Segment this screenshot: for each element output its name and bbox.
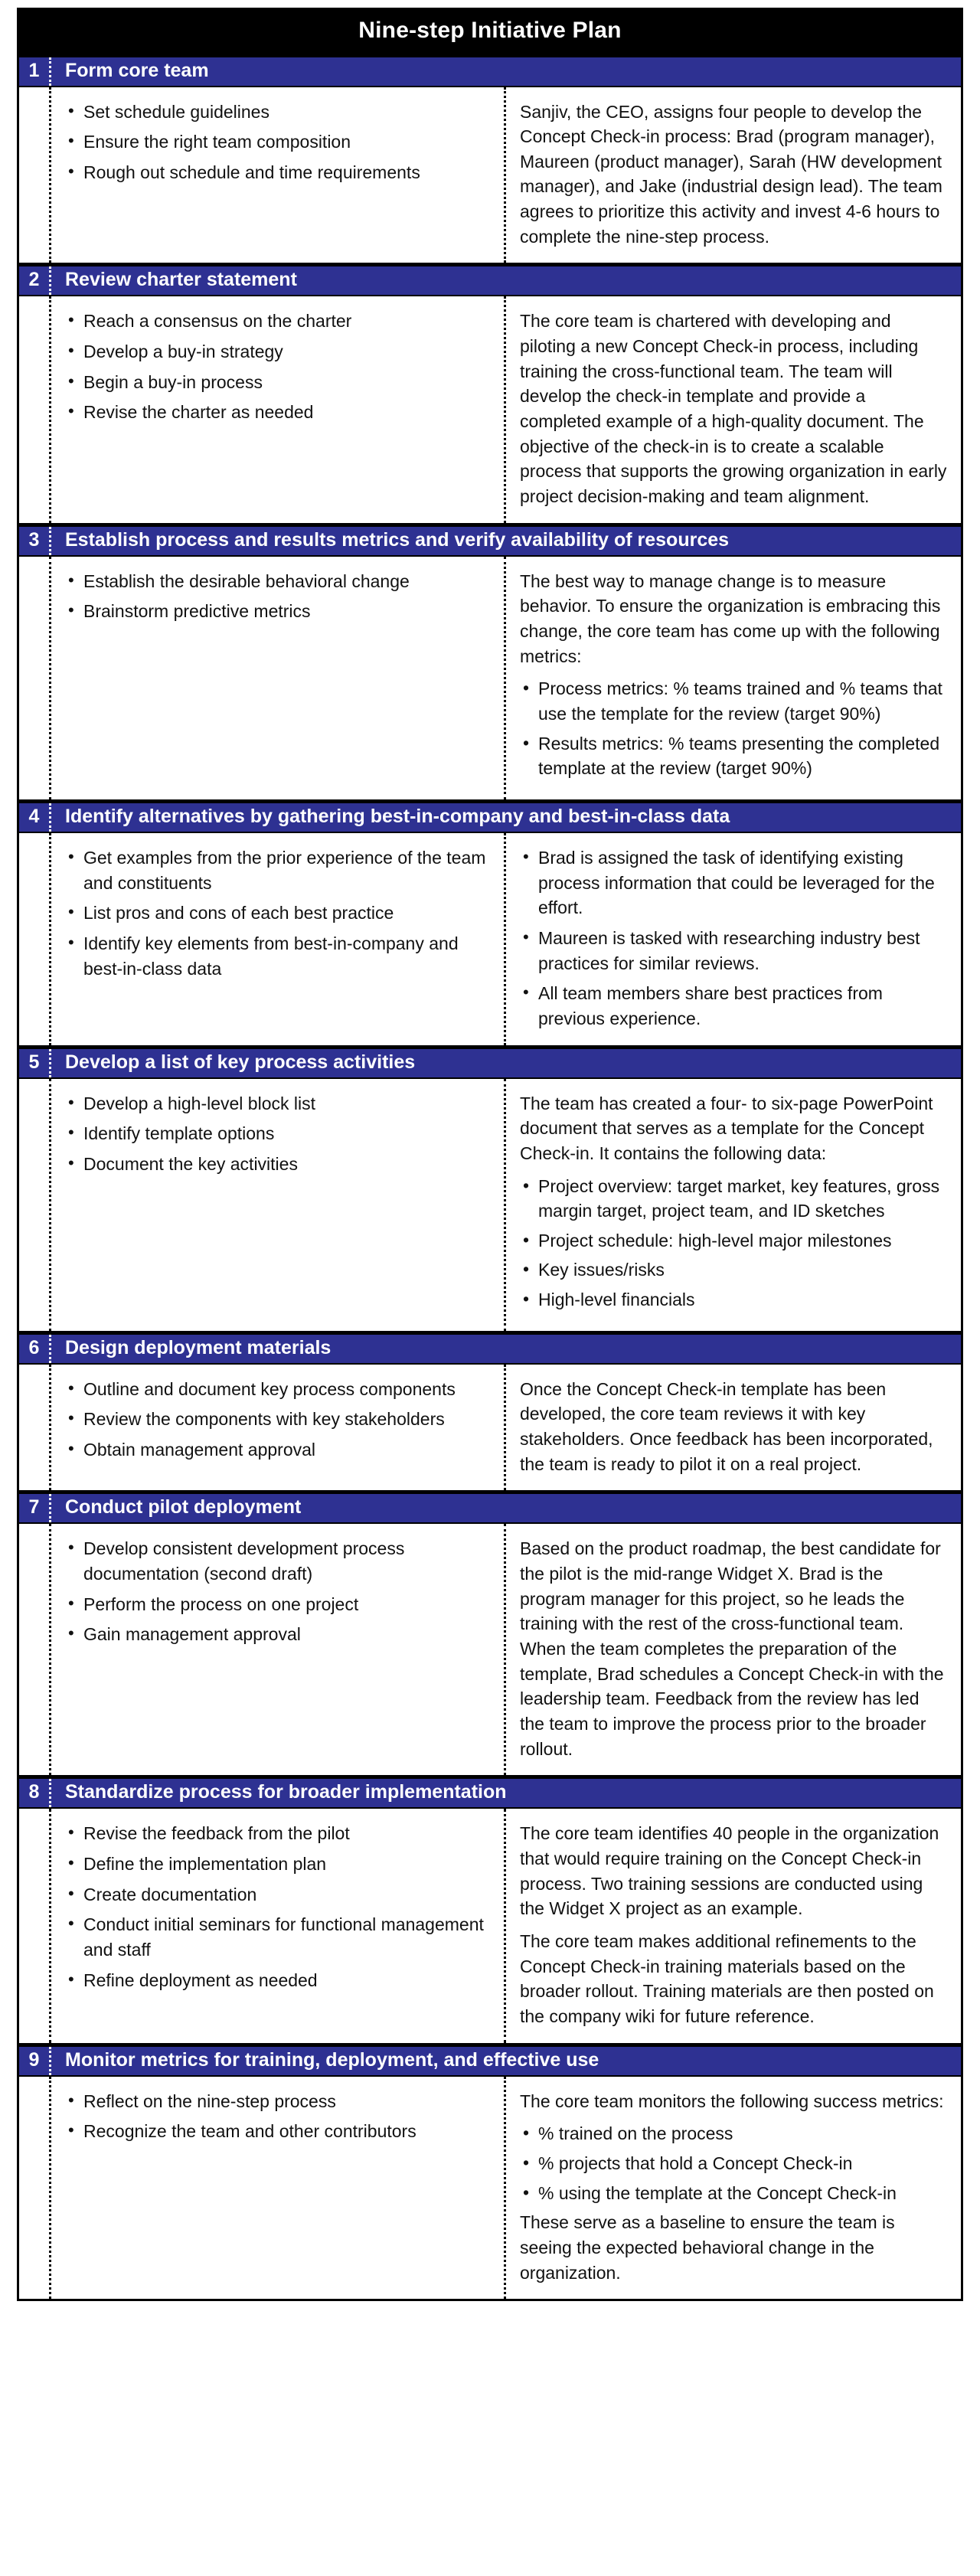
- example-list: [520, 845, 947, 1031]
- activities-list: [65, 2089, 490, 2144]
- list-item: • High-level financials: [520, 1287, 947, 1313]
- list-item: • Identify template options: [65, 1121, 490, 1146]
- step-number: 3: [19, 527, 51, 555]
- left-gutter: [19, 833, 51, 1045]
- step-number: 4: [19, 803, 51, 832]
- left-gutter: [19, 87, 51, 263]
- list-item: • Obtain management approval: [65, 1437, 490, 1463]
- step-example-column: [506, 87, 961, 263]
- example-paragraph: The core team monitors the following success metrics:: [520, 2091, 944, 2111]
- example-paragraph: The best way to manage change is to measure behavior. To ensure the organization is embracing this change, the core team has come up with the following metrics:: [520, 570, 941, 666]
- left-gutter: [19, 557, 51, 799]
- activities-list: [65, 845, 490, 981]
- list-item: • Reflect on the nine-step process: [65, 2089, 490, 2114]
- step-title: Review charter statement: [65, 269, 297, 291]
- step-header: [19, 2045, 961, 2077]
- example-list: [520, 676, 947, 781]
- list-item: • Project schedule: high-level major milestones: [520, 1228, 947, 1254]
- activities-list: [65, 569, 490, 624]
- step-activities-column: [51, 1524, 506, 1775]
- step-title: Design deployment materials: [65, 1336, 332, 1358]
- list-item: • Conduct initial seminars for functional management and staff: [65, 1912, 490, 1962]
- list-item: • Brainstorm predictive metrics: [65, 599, 490, 624]
- step-example-column: [506, 557, 961, 799]
- list-item: • Document the key activities: [65, 1152, 490, 1177]
- step-activities-column: [51, 1079, 506, 1331]
- step-header: [19, 265, 961, 296]
- list-item: • All team members share best practices from previous experience.: [520, 981, 947, 1031]
- list-item: • Outline and document key process components: [65, 1377, 490, 1402]
- list-item: • List pros and cons of each best practice: [65, 901, 490, 926]
- example-paragraph: The core team is chartered with developing and piloting a new Concept Check-in process, including training the cross-functional team. The team will develop the check-in template and provide a completed example of a high-quality document. The objective of the check-in is to create a scalable process that supports the growing organization in early project decision-making and team alignment.: [520, 311, 947, 507]
- step-number: 7: [19, 1494, 51, 1522]
- example-paragraph: Based on the product roadmap, the best candidate for the pilot is the mid-range Widget X. Brad is the program manager for this project, so he leads the training with the rest of the cross-functional team. When the team completes the preparation of the template, Brad schedules a Concept Check-in with the leadership team. Feedback from the review has led the team to improve the process prior to the broader rollout.: [520, 1538, 944, 1759]
- list-item: • Key issues/risks: [520, 1257, 947, 1283]
- step-activities-column: [51, 87, 506, 263]
- step-activities-column: [51, 2077, 506, 2300]
- example-closing-paragraph: These serve as a baseline to ensure the team is seeing the expected behavioral change in the organization.: [520, 2212, 895, 2283]
- step-section: [19, 1775, 961, 2042]
- activities-list: [65, 1091, 490, 1177]
- step-title: Identify alternatives by gathering best-in-company and best-in-class data: [65, 805, 730, 827]
- activities-list: [65, 1377, 490, 1463]
- step-example-column: [506, 296, 961, 522]
- list-item: • Process metrics: % teams trained and % teams that use the template for the review (target 90%): [520, 676, 947, 726]
- step-body: [19, 833, 961, 1045]
- activities-list: [65, 100, 490, 185]
- step-header: [19, 1048, 961, 1079]
- step-section: [19, 799, 961, 1045]
- list-item: • Develop a high-level block list: [65, 1091, 490, 1116]
- step-activities-column: [51, 1809, 506, 2042]
- example-paragraph: The core team makes additional refinements to the Concept Check-in training materials based on the broader rollout. Training materials are then posted on the company wiki for future reference.: [520, 1930, 934, 2026]
- example-paragraph: The core team identifies 40 people in the organization that would require training on the Concept Check-in process. Two training sessions are conducted using the Widget X project as an example.: [520, 1823, 939, 1919]
- list-item: • Perform the process on one project: [65, 1592, 490, 1617]
- activities-list: [65, 309, 490, 425]
- step-body: [19, 557, 961, 799]
- step-header: [19, 56, 961, 87]
- step-header: [19, 1777, 961, 1809]
- page-title: Nine-step Initiative Plan: [19, 10, 961, 54]
- list-item: • % projects that hold a Concept Check-in: [520, 2151, 947, 2176]
- step-section: [19, 2043, 961, 2300]
- step-body: [19, 1809, 961, 2042]
- list-item: • Begin a buy-in process: [65, 370, 490, 395]
- list-item: • Rough out schedule and time requirements: [65, 160, 490, 185]
- example-paragraph: Once the Concept Check-in template has been developed, the core team reviews it with key stakeholders. Once feedback has been incorporated, the team is ready to pilot it on a real project.: [520, 1378, 933, 1474]
- step-title: Monitor metrics for training, deployment, and effective use: [65, 2048, 599, 2071]
- step-body: [19, 1365, 961, 1491]
- list-item: • Revise the charter as needed: [65, 400, 490, 425]
- step-title: Standardize process for broader implementation: [65, 1781, 507, 1803]
- step-title: Develop a list of key process activities: [65, 1051, 416, 1073]
- step-body: [19, 296, 961, 522]
- step-section: [19, 54, 961, 263]
- list-item: • Define the implementation plan: [65, 1852, 490, 1877]
- step-header: [19, 1333, 961, 1365]
- activities-list: [65, 1821, 490, 1992]
- list-item: • Develop a buy-in strategy: [65, 339, 490, 364]
- list-item: • Get examples from the prior experience of the team and constituents: [65, 845, 490, 895]
- example-paragraph: Sanjiv, the CEO, assigns four people to develop the Concept Check-in process: Brad (program manager), Maureen (product manager), Sarah (HW development manager), and Jake (industrial design lead). The team agrees to prioritize this activity and invest 4-6 hours to complete the nine-step process.: [520, 101, 942, 247]
- step-example-column: [506, 1365, 961, 1491]
- step-body: [19, 1079, 961, 1331]
- list-item: • Reach a consensus on the charter: [65, 309, 490, 334]
- step-number: 8: [19, 1779, 51, 1807]
- list-item: • Gain management approval: [65, 1622, 490, 1647]
- step-section: [19, 263, 961, 522]
- list-item: • Results metrics: % teams presenting the completed template at the review (target 90%): [520, 731, 947, 781]
- step-example-column: [506, 833, 961, 1045]
- left-gutter: [19, 296, 51, 522]
- left-gutter: [19, 1079, 51, 1331]
- step-example-column: [506, 1809, 961, 2042]
- step-title: Establish process and results metrics and verify availability of resources: [65, 528, 730, 551]
- list-item: • Set schedule guidelines: [65, 100, 490, 125]
- list-item: • Recognize the team and other contributors: [65, 2119, 490, 2144]
- step-section: [19, 1331, 961, 1491]
- example-paragraph: The team has created a four- to six-page PowerPoint document that serves as a template for the Concept Check-in. It contains the following data:: [520, 1093, 933, 1163]
- step-example-column: [506, 2077, 961, 2300]
- step-number: 9: [19, 2047, 51, 2075]
- step-header: [19, 1492, 961, 1524]
- left-gutter: [19, 2077, 51, 2300]
- step-number: 2: [19, 266, 51, 295]
- list-item: • Project overview: target market, key features, gross margin target, project team, and ID sketches: [520, 1174, 947, 1224]
- list-item: • Create documentation: [65, 1882, 490, 1907]
- step-section: [19, 523, 961, 799]
- list-item: • Brad is assigned the task of identifying existing process information that could be leveraged for the effort.: [520, 845, 947, 920]
- list-item: • Establish the desirable behavioral change: [65, 569, 490, 594]
- left-gutter: [19, 1524, 51, 1775]
- step-section: [19, 1490, 961, 1775]
- step-activities-column: [51, 1365, 506, 1491]
- list-item: • Review the components with key stakeholders: [65, 1407, 490, 1432]
- step-activities-column: [51, 296, 506, 522]
- step-example-column: [506, 1079, 961, 1331]
- list-item: • Ensure the right team composition: [65, 129, 490, 155]
- step-title: Conduct pilot deployment: [65, 1496, 302, 1518]
- step-header: [19, 525, 961, 557]
- step-body: [19, 2077, 961, 2300]
- activities-list: [65, 1536, 490, 1647]
- example-list: [520, 2121, 947, 2205]
- list-item: • Revise the feedback from the pilot: [65, 1821, 490, 1846]
- list-item: • Develop consistent development process documentation (second draft): [65, 1536, 490, 1586]
- list-item: • % trained on the process: [520, 2121, 947, 2146]
- step-body: [19, 1524, 961, 1775]
- nine-step-table: [17, 8, 963, 2301]
- step-example-column: [506, 1524, 961, 1775]
- list-item: • Identify key elements from best-in-company and best-in-class data: [65, 931, 490, 981]
- example-list: [520, 1174, 947, 1313]
- list-item: • % using the template at the Concept Check-in: [520, 2181, 947, 2206]
- step-activities-column: [51, 833, 506, 1045]
- left-gutter: [19, 1809, 51, 2042]
- step-body: [19, 87, 961, 263]
- step-header: [19, 802, 961, 833]
- step-activities-column: [51, 557, 506, 799]
- step-section: [19, 1045, 961, 1331]
- step-number: 1: [19, 57, 51, 86]
- list-item: • Maureen is tasked with researching industry best practices for similar reviews.: [520, 926, 947, 976]
- list-item: • Refine deployment as needed: [65, 1968, 490, 1993]
- step-number: 5: [19, 1049, 51, 1077]
- step-title: Form core team: [65, 59, 209, 81]
- left-gutter: [19, 1365, 51, 1491]
- step-number: 6: [19, 1335, 51, 1363]
